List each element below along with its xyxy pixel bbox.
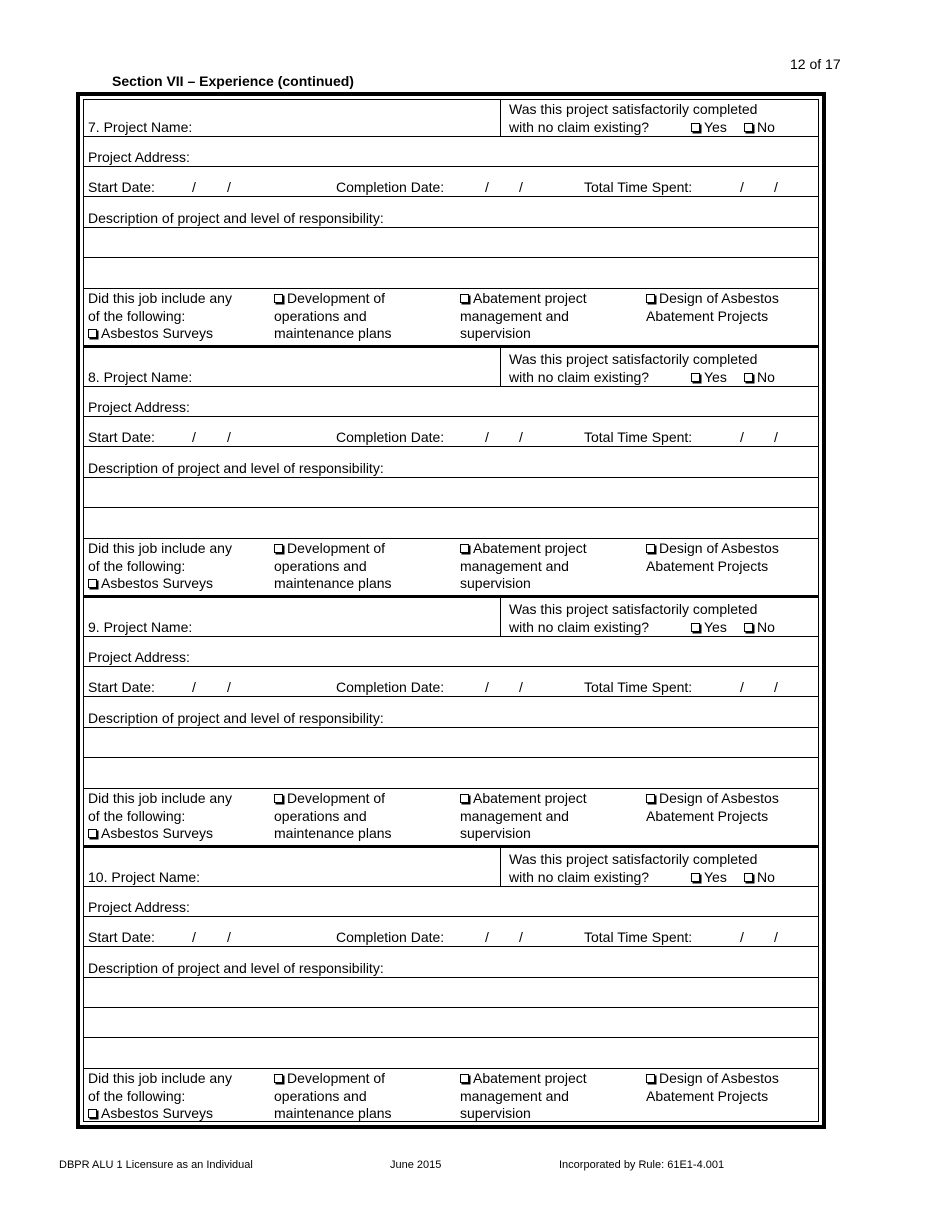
abatement-management-line2: management and xyxy=(460,558,569,574)
completion-date-slash: / xyxy=(519,679,523,695)
no-option xyxy=(744,869,775,887)
description-line xyxy=(84,257,818,258)
abatement-management-checkbox[interactable] xyxy=(460,1074,469,1083)
start-date-slash: / xyxy=(227,679,231,695)
start-date-label: Start Date: xyxy=(88,179,155,195)
development-plans-line3: maintenance plans xyxy=(274,1105,392,1121)
yes-option xyxy=(691,369,727,387)
project-name-text: Project Name: xyxy=(103,119,193,135)
development-plans-line3: maintenance plans xyxy=(274,325,392,341)
include-question-line2: of the following: xyxy=(88,808,186,824)
development-plans-line3: maintenance plans xyxy=(274,825,392,841)
row-divider xyxy=(84,788,818,789)
abatement-management-option xyxy=(460,1070,587,1088)
description-line xyxy=(84,757,818,758)
satisfactory-question-line2: with no claim existing? xyxy=(509,369,650,385)
asbestos-surveys-checkbox[interactable] xyxy=(88,1109,97,1118)
project-address-label: Project Address: xyxy=(88,899,190,915)
no-option-label: No xyxy=(757,869,775,885)
row-divider xyxy=(84,288,818,289)
yes-checkbox[interactable] xyxy=(691,373,700,382)
experience-form xyxy=(76,92,826,1129)
design-abatement-checkbox[interactable] xyxy=(646,794,655,803)
project-address-label: Project Address: xyxy=(88,649,190,665)
asbestos-surveys-option xyxy=(88,1105,213,1123)
design-abatement-line2: Abatement Projects xyxy=(646,808,769,824)
footer-form-name: DBPR ALU 1 Licensure as an Individual xyxy=(59,1159,253,1171)
asbestos-surveys-option xyxy=(88,575,213,593)
development-plans-line2: operations and xyxy=(274,1088,367,1104)
start-date-slash: / xyxy=(227,929,231,945)
row-divider xyxy=(84,196,818,197)
development-plans-option-label: Development of xyxy=(287,790,386,806)
satisfactory-question-line2: with no claim existing? xyxy=(509,619,650,635)
total-time-label: Total Time Spent: xyxy=(584,179,693,195)
completion-date-label: Completion Date: xyxy=(336,929,445,945)
description-line xyxy=(84,477,818,478)
abatement-management-line3: supervision xyxy=(460,575,531,591)
abatement-management-option xyxy=(460,540,587,558)
page-number: 12 of 17 xyxy=(790,56,841,72)
total-time-slash: / xyxy=(740,179,744,195)
abatement-management-option-label: Abatement project xyxy=(473,290,587,306)
design-abatement-option xyxy=(646,1070,779,1088)
project-name-label xyxy=(88,119,192,137)
design-abatement-checkbox[interactable] xyxy=(646,1074,655,1083)
project-number: 7. xyxy=(88,119,100,135)
design-abatement-option-label: Design of Asbestos xyxy=(659,1070,779,1086)
project-name-label xyxy=(88,369,192,387)
project-number: 9. xyxy=(88,619,100,635)
design-abatement-line2: Abatement Projects xyxy=(646,308,769,324)
row-divider xyxy=(84,446,818,447)
abatement-management-option-label: Abatement project xyxy=(473,1070,587,1086)
total-time-slash: / xyxy=(740,679,744,695)
completion-date-slash: / xyxy=(519,929,523,945)
no-option-label: No xyxy=(757,369,775,385)
abatement-management-line2: management and xyxy=(460,1088,569,1104)
include-question-line2: of the following: xyxy=(88,558,186,574)
abatement-management-option xyxy=(460,790,587,808)
abatement-management-option-label: Abatement project xyxy=(473,790,587,806)
satisfactory-question-line2: with no claim existing? xyxy=(509,869,650,885)
total-time-slash: / xyxy=(774,179,778,195)
project-name-text: Project Name: xyxy=(103,369,193,385)
satisfactory-divider xyxy=(500,100,501,136)
no-option xyxy=(744,369,775,387)
project-name-label xyxy=(88,619,192,637)
yes-checkbox[interactable] xyxy=(691,123,700,132)
row-divider xyxy=(84,416,818,417)
total-time-label: Total Time Spent: xyxy=(584,679,693,695)
development-plans-option xyxy=(274,1070,385,1088)
footer-rule: Incorporated by Rule: 61E1-4.001 xyxy=(559,1159,725,1171)
row-divider xyxy=(84,916,818,917)
development-plans-line2: operations and xyxy=(274,558,367,574)
row-divider xyxy=(84,696,818,697)
row-divider xyxy=(84,636,818,637)
project-address-label: Project Address: xyxy=(88,399,190,415)
completion-date-label: Completion Date: xyxy=(336,679,445,695)
asbestos-surveys-checkbox[interactable] xyxy=(88,329,97,338)
abatement-management-option xyxy=(460,290,587,308)
design-abatement-option-label: Design of Asbestos xyxy=(659,290,779,306)
completion-date-slash: / xyxy=(485,929,489,945)
satisfactory-divider xyxy=(500,597,501,636)
design-abatement-option-label: Design of Asbestos xyxy=(659,540,779,556)
development-plans-line2: operations and xyxy=(274,808,367,824)
development-plans-option xyxy=(274,790,385,808)
description-label: Description of project and level of responsibility: xyxy=(88,460,384,476)
abatement-management-line3: supervision xyxy=(460,825,531,841)
yes-option xyxy=(691,869,727,887)
total-time-label: Total Time Spent: xyxy=(584,429,693,445)
project-separator xyxy=(84,845,818,848)
yes-option-label: Yes xyxy=(704,619,727,635)
include-question-line1: Did this job include any xyxy=(88,540,232,556)
include-question-line1: Did this job include any xyxy=(88,790,232,806)
asbestos-surveys-option-label: Asbestos Surveys xyxy=(101,575,214,591)
project-name-text: Project Name: xyxy=(111,869,201,885)
start-date-slash: / xyxy=(192,179,196,195)
yes-option-label: Yes xyxy=(704,119,727,135)
project-separator xyxy=(84,595,818,598)
development-plans-line3: maintenance plans xyxy=(274,575,392,591)
abatement-management-option-label: Abatement project xyxy=(473,540,587,556)
completion-date-slash: / xyxy=(485,179,489,195)
start-date-slash: / xyxy=(192,679,196,695)
no-option xyxy=(744,619,775,637)
total-time-slash: / xyxy=(774,429,778,445)
include-question-line2: of the following: xyxy=(88,308,186,324)
satisfactory-divider xyxy=(500,347,501,386)
project-number: 8. xyxy=(88,369,100,385)
abatement-management-line2: management and xyxy=(460,808,569,824)
no-option xyxy=(744,119,775,137)
start-date-label: Start Date: xyxy=(88,429,155,445)
include-question-line1: Did this job include any xyxy=(88,290,232,306)
row-divider xyxy=(84,136,818,137)
asbestos-surveys-option-label: Asbestos Surveys xyxy=(101,1105,214,1121)
abatement-management-checkbox[interactable] xyxy=(460,544,469,553)
start-date-slash: / xyxy=(192,929,196,945)
description-line xyxy=(84,507,818,508)
include-question-line1: Did this job include any xyxy=(88,1070,232,1086)
development-plans-checkbox[interactable] xyxy=(274,294,283,303)
yes-checkbox[interactable] xyxy=(691,873,700,882)
description-line xyxy=(84,1007,818,1008)
completion-date-slash: / xyxy=(485,429,489,445)
start-date-label: Start Date: xyxy=(88,929,155,945)
no-checkbox[interactable] xyxy=(744,873,753,882)
asbestos-surveys-option xyxy=(88,325,213,343)
total-time-slash: / xyxy=(740,429,744,445)
description-label: Description of project and level of responsibility: xyxy=(88,210,384,226)
yes-option xyxy=(691,619,727,637)
satisfactory-question-line1: Was this project satisfactorily completed xyxy=(509,351,758,367)
completion-date-label: Completion Date: xyxy=(336,179,445,195)
row-divider xyxy=(84,666,818,667)
design-abatement-option xyxy=(646,290,779,308)
description-label: Description of project and level of responsibility: xyxy=(88,710,384,726)
include-question-line2: of the following: xyxy=(88,1088,186,1104)
row-divider xyxy=(84,538,818,539)
development-plans-checkbox[interactable] xyxy=(274,544,283,553)
design-abatement-checkbox[interactable] xyxy=(646,294,655,303)
start-date-slash: / xyxy=(192,429,196,445)
abatement-management-checkbox[interactable] xyxy=(460,294,469,303)
asbestos-surveys-option-label: Asbestos Surveys xyxy=(101,825,214,841)
no-checkbox[interactable] xyxy=(744,123,753,132)
design-abatement-line2: Abatement Projects xyxy=(646,1088,769,1104)
design-abatement-line2: Abatement Projects xyxy=(646,558,769,574)
yes-option xyxy=(691,119,727,137)
row-divider xyxy=(84,886,818,887)
yes-option-label: Yes xyxy=(704,369,727,385)
footer-date: June 2015 xyxy=(390,1159,442,1171)
abatement-management-checkbox[interactable] xyxy=(460,794,469,803)
project-number: 10. xyxy=(88,869,108,885)
yes-checkbox[interactable] xyxy=(691,623,700,632)
no-option-label: No xyxy=(757,619,775,635)
abatement-management-line3: supervision xyxy=(460,325,531,341)
project-separator xyxy=(84,345,818,348)
completion-date-slash: / xyxy=(485,679,489,695)
satisfactory-question-line1: Was this project satisfactorily completed xyxy=(509,851,758,867)
abatement-management-line2: management and xyxy=(460,308,569,324)
project-name-label xyxy=(88,869,200,887)
completion-date-slash: / xyxy=(519,429,523,445)
development-plans-checkbox[interactable] xyxy=(274,1074,283,1083)
design-abatement-option-label: Design of Asbestos xyxy=(659,790,779,806)
start-date-slash: / xyxy=(227,429,231,445)
start-date-slash: / xyxy=(227,179,231,195)
total-time-label: Total Time Spent: xyxy=(584,929,693,945)
completion-date-slash: / xyxy=(519,179,523,195)
design-abatement-checkbox[interactable] xyxy=(646,544,655,553)
total-time-slash: / xyxy=(740,929,744,945)
development-plans-checkbox[interactable] xyxy=(274,794,283,803)
description-line xyxy=(84,1037,818,1038)
satisfactory-question-line1: Was this project satisfactorily completed xyxy=(509,101,758,117)
row-divider xyxy=(84,386,818,387)
development-plans-option-label: Development of xyxy=(287,1070,386,1086)
development-plans-option xyxy=(274,540,385,558)
section-title: Section VII – Experience (continued) xyxy=(112,73,354,89)
abatement-management-line3: supervision xyxy=(460,1105,531,1121)
row-divider xyxy=(84,946,818,947)
asbestos-surveys-checkbox[interactable] xyxy=(88,579,97,588)
project-address-label: Project Address: xyxy=(88,149,190,165)
start-date-label: Start Date: xyxy=(88,679,155,695)
satisfactory-question-line2: with no claim existing? xyxy=(509,119,650,135)
description-line xyxy=(84,977,818,978)
asbestos-surveys-option xyxy=(88,825,213,843)
row-divider xyxy=(84,166,818,167)
completion-date-label: Completion Date: xyxy=(336,429,445,445)
satisfactory-question-line1: Was this project satisfactorily completed xyxy=(509,601,758,617)
total-time-slash: / xyxy=(774,929,778,945)
design-abatement-option xyxy=(646,790,779,808)
description-label: Description of project and level of responsibility: xyxy=(88,960,384,976)
no-option-label: No xyxy=(757,119,775,135)
yes-option-label: Yes xyxy=(704,869,727,885)
total-time-slash: / xyxy=(774,679,778,695)
row-divider xyxy=(84,1068,818,1069)
development-plans-option-label: Development of xyxy=(287,290,386,306)
form-inner-border xyxy=(83,99,819,1122)
development-plans-line2: operations and xyxy=(274,308,367,324)
development-plans-option-label: Development of xyxy=(287,540,386,556)
description-line xyxy=(84,227,818,228)
asbestos-surveys-checkbox[interactable] xyxy=(88,829,97,838)
no-checkbox[interactable] xyxy=(744,623,753,632)
satisfactory-divider xyxy=(500,847,501,886)
description-line xyxy=(84,727,818,728)
no-checkbox[interactable] xyxy=(744,373,753,382)
development-plans-option xyxy=(274,290,385,308)
project-name-text: Project Name: xyxy=(103,619,193,635)
asbestos-surveys-option-label: Asbestos Surveys xyxy=(101,325,214,341)
design-abatement-option xyxy=(646,540,779,558)
